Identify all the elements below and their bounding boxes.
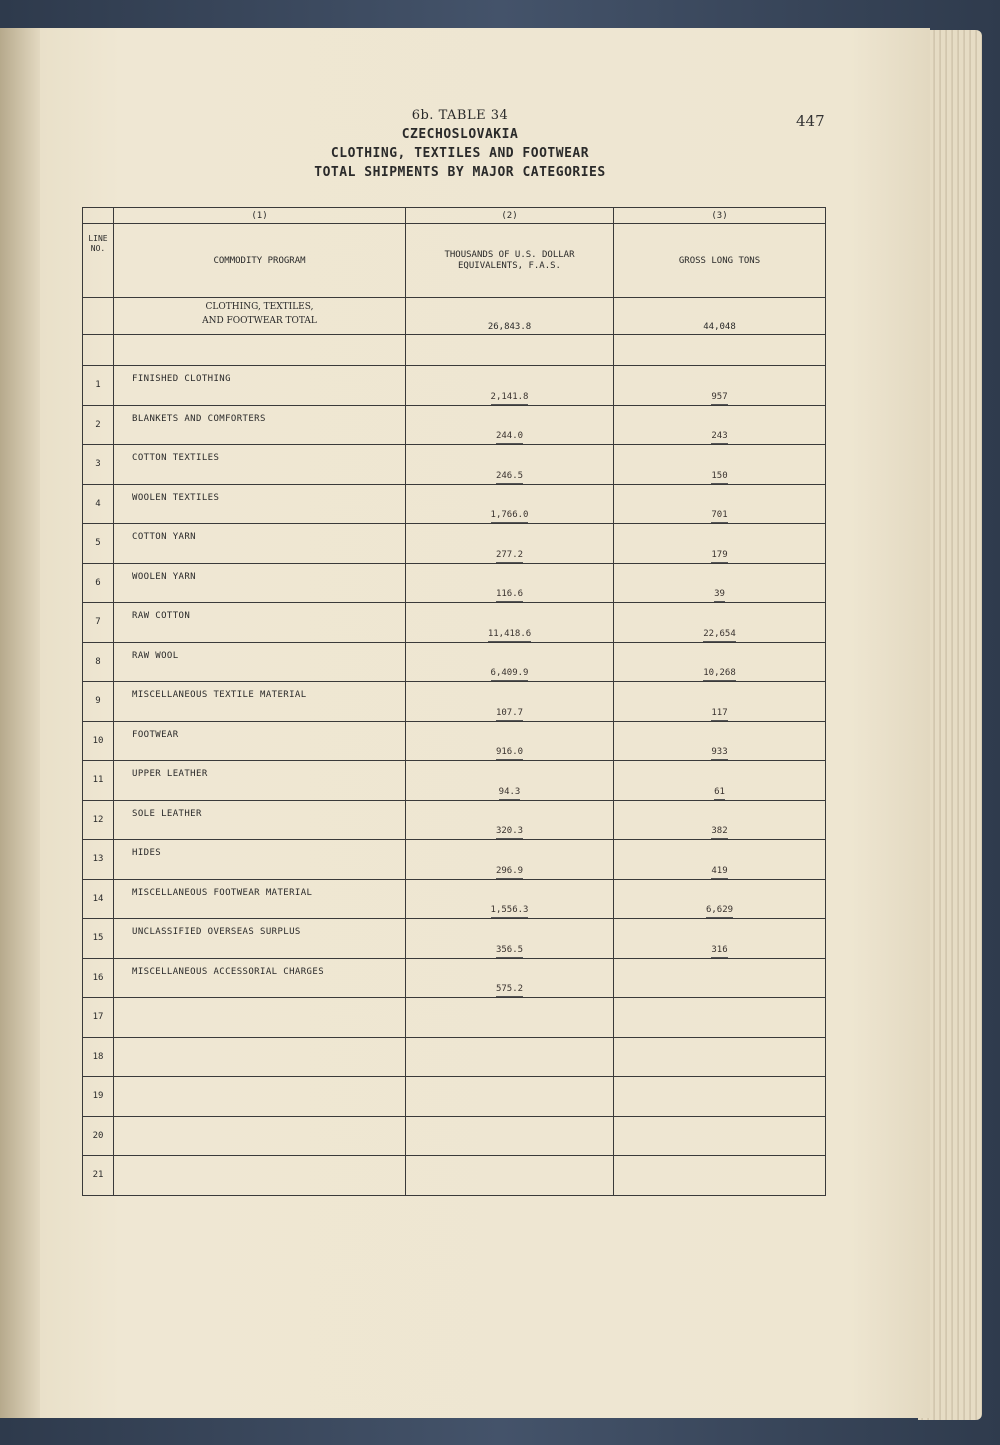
commodity-name: COTTON YARN bbox=[114, 524, 406, 564]
tonnage-value-text: 6,629 bbox=[706, 904, 733, 918]
dollar-value-text: 356.5 bbox=[496, 944, 523, 958]
tonnage-value-text: 10,268 bbox=[703, 667, 736, 681]
table-subtitle: CLOTHING, TEXTILES AND FOOTWEAR bbox=[330, 146, 590, 161]
tonnage-value bbox=[614, 484, 826, 524]
total-label-line-2: AND FOOTWEAR TOTAL bbox=[202, 316, 317, 326]
table-row bbox=[83, 919, 826, 959]
dollar-value bbox=[406, 840, 614, 880]
line-number: 16 bbox=[83, 958, 114, 998]
table-row bbox=[83, 721, 826, 761]
dollar-value-text: 277.2 bbox=[496, 549, 523, 563]
tonnage-value bbox=[614, 563, 826, 603]
tonnage-value bbox=[614, 958, 826, 998]
tonnage-value bbox=[614, 642, 826, 682]
dollar-value bbox=[406, 958, 614, 998]
commodity-name: SOLE LEATHER bbox=[114, 800, 406, 840]
column-number-2: (2) bbox=[406, 208, 614, 224]
tonnage-value-text: 382 bbox=[711, 825, 727, 839]
table-row bbox=[83, 998, 826, 1038]
line-number: 21 bbox=[83, 1156, 114, 1196]
page-gutter bbox=[0, 28, 40, 1418]
tonnage-value bbox=[614, 524, 826, 564]
dollar-value-text: 2,141.8 bbox=[491, 391, 529, 405]
tonnage-value bbox=[614, 1116, 826, 1156]
table-row bbox=[83, 445, 826, 485]
dollar-value bbox=[406, 919, 614, 959]
dollar-value bbox=[406, 682, 614, 722]
tonnage-value bbox=[614, 603, 826, 643]
commodity-name: WOOLEN YARN bbox=[114, 563, 406, 603]
line-number: 13 bbox=[83, 840, 114, 880]
table-subtitle-2: TOTAL SHIPMENTS BY MAJOR CATEGORIES bbox=[314, 165, 606, 180]
tonnage-value bbox=[614, 919, 826, 959]
dollar-value bbox=[406, 879, 614, 919]
line-number: 10 bbox=[83, 721, 114, 761]
tonnage-value bbox=[614, 761, 826, 801]
commodity-name: BLANKETS AND COMFORTERS bbox=[114, 405, 406, 445]
dollar-value bbox=[406, 1116, 614, 1156]
dollar-value bbox=[406, 1037, 614, 1077]
page-number: 447 bbox=[796, 112, 825, 130]
dollar-value bbox=[406, 1077, 614, 1117]
line-number: 2 bbox=[83, 405, 114, 445]
dollar-value bbox=[406, 524, 614, 564]
dollar-value bbox=[406, 603, 614, 643]
dollar-value bbox=[406, 998, 614, 1038]
dollar-value-text: 1,556.3 bbox=[491, 904, 529, 918]
commodity-name: RAW COTTON bbox=[114, 603, 406, 643]
dollar-value bbox=[406, 761, 614, 801]
dollar-value-text: 916.0 bbox=[496, 746, 523, 760]
dollar-value-text: 244.0 bbox=[496, 430, 523, 444]
commodity-name: FOOTWEAR bbox=[114, 721, 406, 761]
table-row bbox=[83, 800, 826, 840]
table-row bbox=[83, 1116, 826, 1156]
dollar-value-text: 107.7 bbox=[496, 707, 523, 721]
dollar-value bbox=[406, 800, 614, 840]
line-number: 5 bbox=[83, 524, 114, 564]
commodity-name: UNCLASSIFIED OVERSEAS SURPLUS bbox=[114, 919, 406, 959]
tonnage-value bbox=[614, 1037, 826, 1077]
table-row bbox=[83, 642, 826, 682]
line-number: 14 bbox=[83, 879, 114, 919]
dollar-value bbox=[406, 642, 614, 682]
tonnage-value-text: 419 bbox=[711, 865, 727, 879]
table-row bbox=[83, 761, 826, 801]
dollar-value bbox=[406, 1156, 614, 1196]
total-row bbox=[83, 298, 826, 335]
commodity-name: MISCELLANEOUS TEXTILE MATERIAL bbox=[114, 682, 406, 722]
line-number: 11 bbox=[83, 761, 114, 801]
dollar-value-text: 575.2 bbox=[496, 983, 523, 997]
dollar-value bbox=[406, 563, 614, 603]
commodity-name: MISCELLANEOUS ACCESSORIAL CHARGES bbox=[114, 958, 406, 998]
commodity-name: UPPER LEATHER bbox=[114, 761, 406, 801]
tonnage-value bbox=[614, 1156, 826, 1196]
line-number: 1 bbox=[83, 366, 114, 406]
commodity-name: MISCELLANEOUS FOOTWEAR MATERIAL bbox=[114, 879, 406, 919]
table-row bbox=[83, 879, 826, 919]
dollar-value-text: 1,766.0 bbox=[491, 509, 529, 523]
dollar-value bbox=[406, 405, 614, 445]
tonnage-value-text: 701 bbox=[711, 509, 727, 523]
dollars-header: THOUSANDS OF U.S. DOLLAR EQUIVALENTS, F.A.S. bbox=[406, 224, 614, 298]
tonnage-value bbox=[614, 682, 826, 722]
tonnage-value-text: 243 bbox=[711, 430, 727, 444]
tonnage-value bbox=[614, 445, 826, 485]
line-number: 6 bbox=[83, 563, 114, 603]
table-row bbox=[83, 603, 826, 643]
tonnage-value-text: 22,654 bbox=[703, 628, 736, 642]
table-country: CZECHOSLOVAKIA bbox=[401, 127, 519, 142]
spacer-cell bbox=[83, 335, 114, 366]
table-row bbox=[83, 1037, 826, 1077]
table-row bbox=[83, 484, 826, 524]
commodity-name: FINISHED CLOTHING bbox=[114, 366, 406, 406]
dollar-value-text: 296.9 bbox=[496, 865, 523, 879]
tonnage-value-text: 933 bbox=[711, 746, 727, 760]
dollar-value bbox=[406, 484, 614, 524]
table-row bbox=[83, 1077, 826, 1117]
commodity-name: COTTON TEXTILES bbox=[114, 445, 406, 485]
commodity-name bbox=[114, 1037, 406, 1077]
table-row bbox=[83, 682, 826, 722]
table-row bbox=[83, 958, 826, 998]
commodity-name bbox=[114, 1156, 406, 1196]
tonnage-value bbox=[614, 840, 826, 880]
total-label bbox=[114, 298, 406, 335]
line-number: 3 bbox=[83, 445, 114, 485]
line-number: 15 bbox=[83, 919, 114, 959]
commodity-name: HIDES bbox=[114, 840, 406, 880]
tonnage-value bbox=[614, 366, 826, 406]
dollar-value-text: 246.5 bbox=[496, 470, 523, 484]
table-title-block bbox=[280, 108, 640, 180]
table-row bbox=[83, 405, 826, 445]
column-header-row bbox=[83, 224, 826, 298]
line-number: 18 bbox=[83, 1037, 114, 1077]
commodity-name bbox=[114, 1116, 406, 1156]
tonnage-value-text: 316 bbox=[711, 944, 727, 958]
tonnage-value-text: 150 bbox=[711, 470, 727, 484]
commodity-name: WOOLEN TEXTILES bbox=[114, 484, 406, 524]
table-row bbox=[83, 1156, 826, 1196]
tonnage-value-text: 179 bbox=[711, 549, 727, 563]
dollar-value-text: 116.6 bbox=[496, 588, 523, 602]
dollar-value-text: 320.3 bbox=[496, 825, 523, 839]
line-number: 9 bbox=[83, 682, 114, 722]
total-line-no bbox=[83, 298, 114, 335]
dollar-value bbox=[406, 366, 614, 406]
column-number-3: (3) bbox=[614, 208, 826, 224]
tonnage-value-text: 61 bbox=[714, 786, 725, 800]
tonnage-value bbox=[614, 405, 826, 445]
line-no-header: LINE NO. bbox=[83, 224, 114, 298]
tonnage-value bbox=[614, 998, 826, 1038]
line-number: 20 bbox=[83, 1116, 114, 1156]
spacer-cell bbox=[406, 335, 614, 366]
line-number: 17 bbox=[83, 998, 114, 1038]
commodity-header: COMMODITY PROGRAM bbox=[114, 224, 406, 298]
line-number: 19 bbox=[83, 1077, 114, 1117]
column-number-1: (1) bbox=[114, 208, 406, 224]
tonnage-value bbox=[614, 721, 826, 761]
tonnage-value bbox=[614, 1077, 826, 1117]
spacer-cell bbox=[114, 335, 406, 366]
total-dollars: 26,843.8 bbox=[406, 298, 614, 335]
commodity-name bbox=[114, 998, 406, 1038]
line-number: 12 bbox=[83, 800, 114, 840]
tonnage-value-text: 957 bbox=[711, 391, 727, 405]
table-row bbox=[83, 840, 826, 880]
spacer-cell bbox=[614, 335, 826, 366]
dollar-value bbox=[406, 721, 614, 761]
dollar-value bbox=[406, 445, 614, 485]
dollar-value-text: 6,409.9 bbox=[491, 667, 529, 681]
line-number: 7 bbox=[83, 603, 114, 643]
table-row bbox=[83, 524, 826, 564]
tonnage-value-text: 117 bbox=[711, 707, 727, 721]
spacer-row bbox=[83, 335, 826, 366]
table-row bbox=[83, 366, 826, 406]
dollar-value-text: 94.3 bbox=[499, 786, 521, 800]
line-number: 8 bbox=[83, 642, 114, 682]
commodity-name bbox=[114, 1077, 406, 1117]
table-row bbox=[83, 563, 826, 603]
shipments-table bbox=[82, 207, 826, 1196]
tonnage-value-text: 39 bbox=[714, 588, 725, 602]
tonnage-value bbox=[614, 800, 826, 840]
total-label-line-1: CLOTHING, TEXTILES, bbox=[205, 302, 314, 312]
tonnage-value bbox=[614, 879, 826, 919]
tons-header: GROSS LONG TONS bbox=[614, 224, 826, 298]
commodity-name: RAW WOOL bbox=[114, 642, 406, 682]
line-no-header-blank bbox=[83, 208, 114, 224]
table-number: 6b. TABLE 34 bbox=[411, 108, 509, 123]
column-number-row bbox=[83, 208, 826, 224]
total-tons: 44,048 bbox=[614, 298, 826, 335]
line-number: 4 bbox=[83, 484, 114, 524]
dollar-value-text: 11,418.6 bbox=[488, 628, 531, 642]
